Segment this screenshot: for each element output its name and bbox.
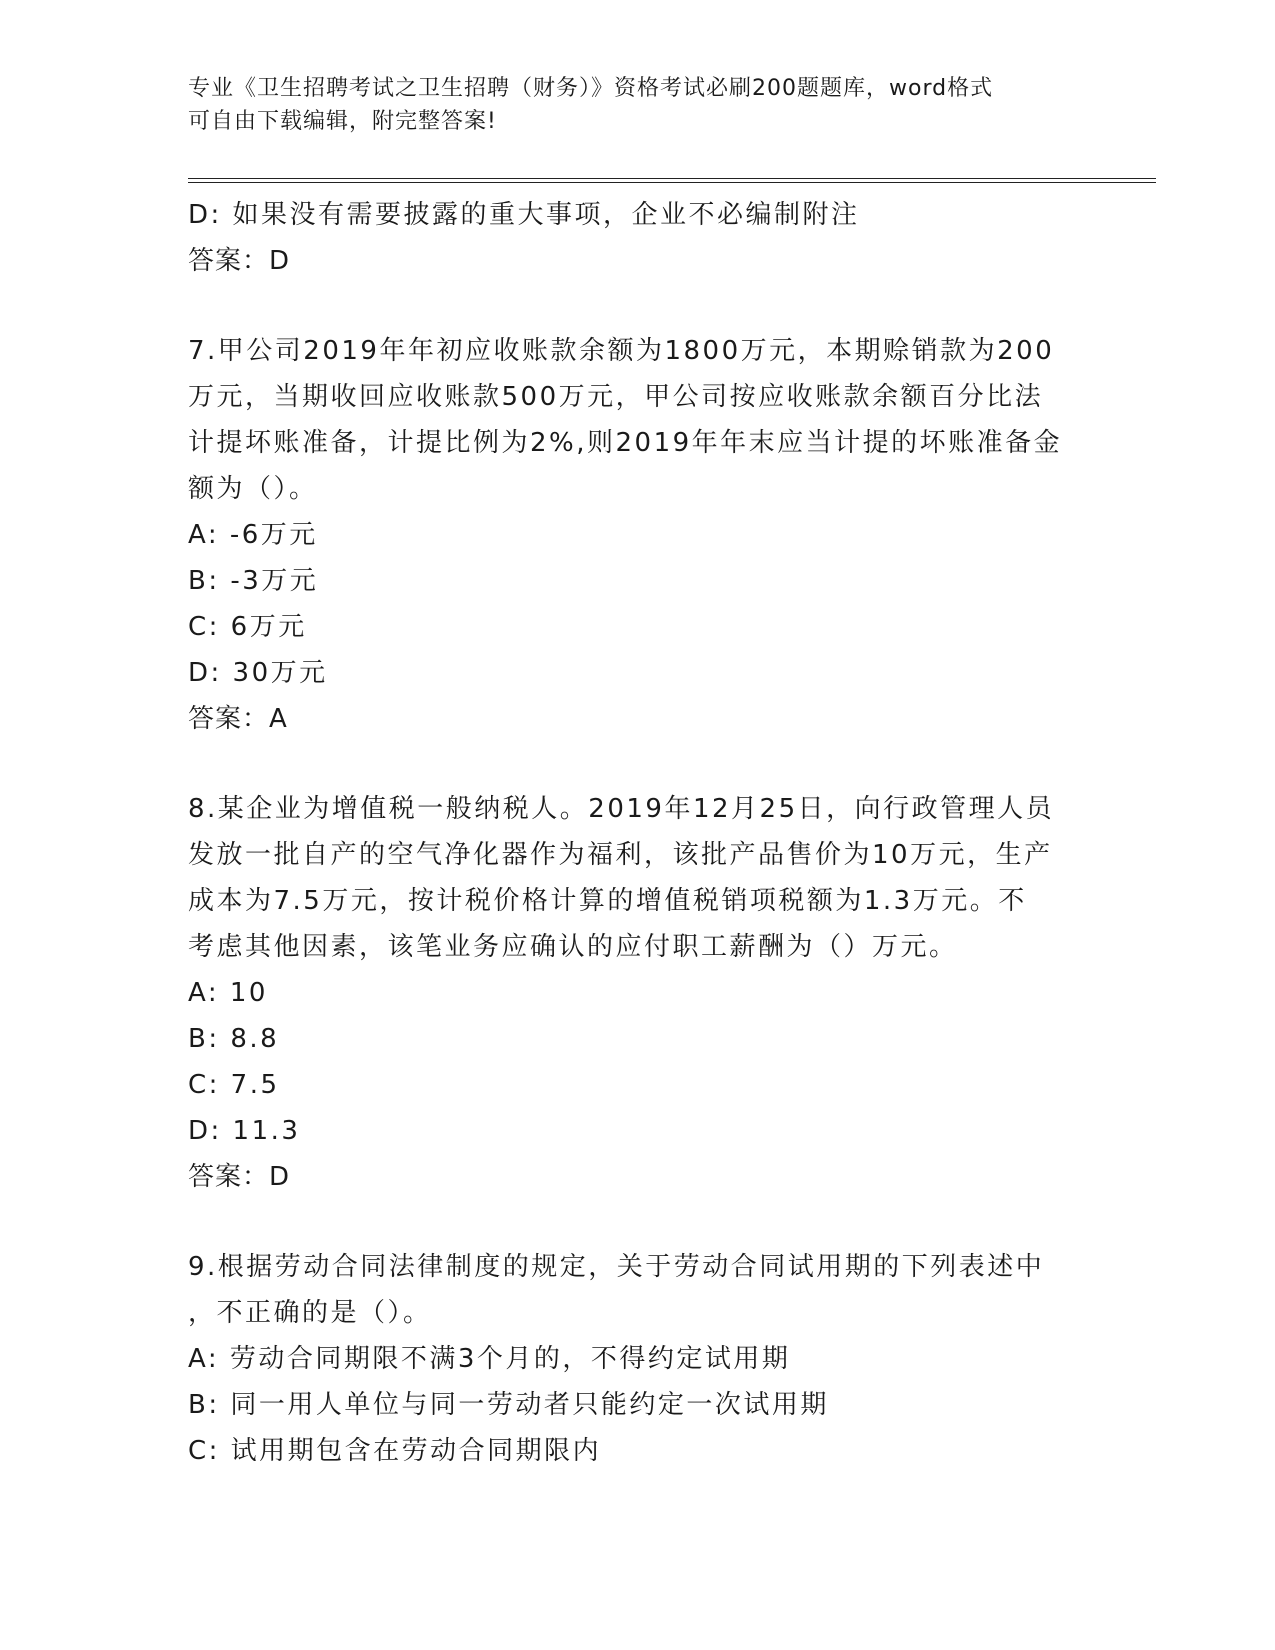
- question-line: 8.某企业为增值税一般纳税人。2019年12月25日，向行政管理人员: [188, 794, 1055, 824]
- document-body: [188, 192, 1088, 1474]
- option-d: D: 30万元: [188, 658, 328, 688]
- option-a: A: 劳动合同期限不满3个月的，不得约定试用期: [188, 1344, 791, 1374]
- question-line: 成本为7.5万元，按计税价格计算的增值税销项税额为1.3万元。不: [188, 886, 1027, 916]
- question-8: [188, 786, 1088, 1200]
- question-text: [188, 786, 1088, 970]
- answer-line: 答案：D: [188, 1162, 291, 1192]
- option-c: C: 试用期包含在劳动合同期限内: [188, 1436, 602, 1466]
- option-d: D: 11.3: [188, 1116, 301, 1146]
- question-line: 9.根据劳动合同法律制度的规定，关于劳动合同试用期的下列表述中: [188, 1252, 1045, 1282]
- header-line: 可自由下载编辑，附完整答案!: [188, 109, 497, 134]
- question-line: 考虑其他因素，该笔业务应确认的应付职工薪酬为（）万元。: [188, 932, 958, 962]
- question-line: 7.甲公司2019年年初应收账款余额为1800万元，本期赊销款为200: [188, 336, 1055, 366]
- option-b: B: 8.8: [188, 1024, 280, 1054]
- option-c: C: 6万元: [188, 612, 307, 642]
- question-line: 发放一批自产的空气净化器作为福利，该批产品售价为10万元，生产: [188, 840, 1053, 870]
- question-line: 额为（）。: [188, 474, 318, 504]
- header-line: 专业《卫生招聘考试之卫生招聘（财务）》资格考试必刷200题题库，word格式: [188, 76, 994, 101]
- question-line: 万元，当期收回应收账款500万元，甲公司按应收账款余额百分比法: [188, 382, 1044, 412]
- answer-line: 答案：D: [188, 246, 291, 276]
- question-line: 计提坏账准备，计提比例为2%,则2019年年末应当计提的坏账准备金: [188, 428, 1063, 458]
- option-b: B: -3万元: [188, 566, 319, 596]
- answer-line: 答案：A: [188, 704, 288, 734]
- header-double-rule: [188, 178, 1156, 183]
- question-7: [188, 328, 1088, 742]
- option-d: D: 如果没有需要披露的重大事项，企业不必编制附注: [188, 200, 860, 230]
- question-line: ，不正确的是（）。: [188, 1298, 432, 1328]
- option-a: A: -6万元: [188, 520, 318, 550]
- option-a: A: 10: [188, 978, 268, 1008]
- prev-question-tail: [188, 192, 1088, 284]
- option-c: C: 7.5: [188, 1070, 280, 1100]
- question-9: [188, 1244, 1088, 1474]
- question-text: [188, 328, 1088, 512]
- page-header: [188, 72, 1088, 138]
- option-b: B: 同一用人单位与同一劳动者只能约定一次试用期: [188, 1390, 829, 1420]
- question-text: [188, 1244, 1088, 1336]
